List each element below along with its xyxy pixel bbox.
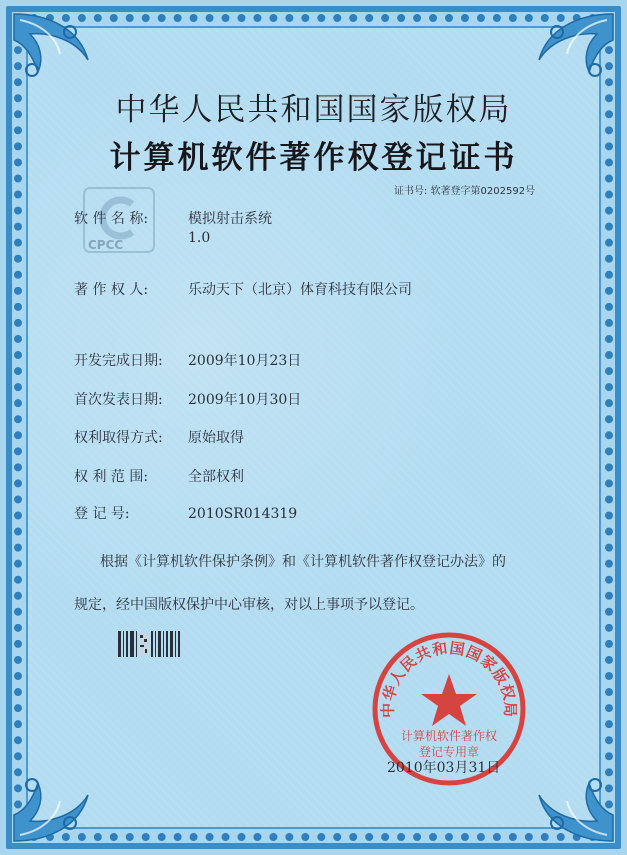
pub-date-label: 首次发表日期: — [74, 392, 163, 408]
registration-label: 登 记 号: — [74, 506, 130, 522]
seal-ring-text: 中华人民共和国国家版权局 — [378, 639, 520, 718]
dev-date-value: 2009年10月23日 — [188, 353, 302, 369]
software-name-row — [74, 208, 272, 228]
seal-star-icon — [421, 674, 477, 726]
cpcc-logo-text: CPCC — [88, 238, 124, 252]
pub-date-value: 2009年10月30日 — [188, 392, 302, 408]
barcode-icon — [118, 629, 180, 659]
seal-inner-line-1: 计算机软件著作权 — [400, 729, 498, 743]
seal-inner-line-2: 登记专用章 — [418, 745, 480, 759]
acquisition-value: 原始取得 — [188, 430, 244, 446]
corner-ornament-bottom-left — [10, 749, 106, 845]
registration-row — [74, 503, 297, 523]
certificate-number-label: 证书号: — [394, 186, 428, 197]
issuer-title: 中华人民共和国国家版权局 — [115, 92, 512, 128]
statement-line-1: 根据《计算机软件保护条例》和《计算机软件著作权登记办法》的 — [100, 554, 506, 570]
scope-label: 权 利 范 围: — [74, 469, 149, 485]
issue-date: 2010年03月31日 — [387, 760, 501, 776]
owner-label: 著 作 权 人: — [74, 282, 149, 298]
certificate-number — [394, 182, 535, 197]
acquisition-label: 权利取得方式: — [74, 430, 163, 446]
scope-row — [74, 466, 244, 486]
owner-value: 乐动天下（北京）体育科技有限公司 — [188, 282, 412, 298]
acquisition-row — [74, 427, 244, 447]
registration-value: 2010SR014319 — [188, 506, 298, 522]
certificate-number-value: 软著登字第0202592号 — [430, 186, 536, 197]
software-name-value: 模拟射击系统 — [188, 211, 272, 227]
software-version: 1.0 — [188, 230, 211, 246]
dev-date-label: 开发完成日期: — [74, 353, 163, 369]
scope-value: 全部权利 — [188, 469, 244, 485]
statement-line-2: 规定，经中国版权保护中心审核，对以上事项予以登记。 — [74, 597, 424, 613]
dev-date-row — [74, 350, 301, 370]
owner-row — [74, 279, 412, 299]
corner-ornament-bottom-right — [521, 749, 617, 845]
software-name-label: 软 件 名 称: — [74, 211, 149, 227]
certificate-title: 计算机软件著作权登记证书 — [109, 140, 518, 176]
pub-date-row — [74, 389, 301, 409]
